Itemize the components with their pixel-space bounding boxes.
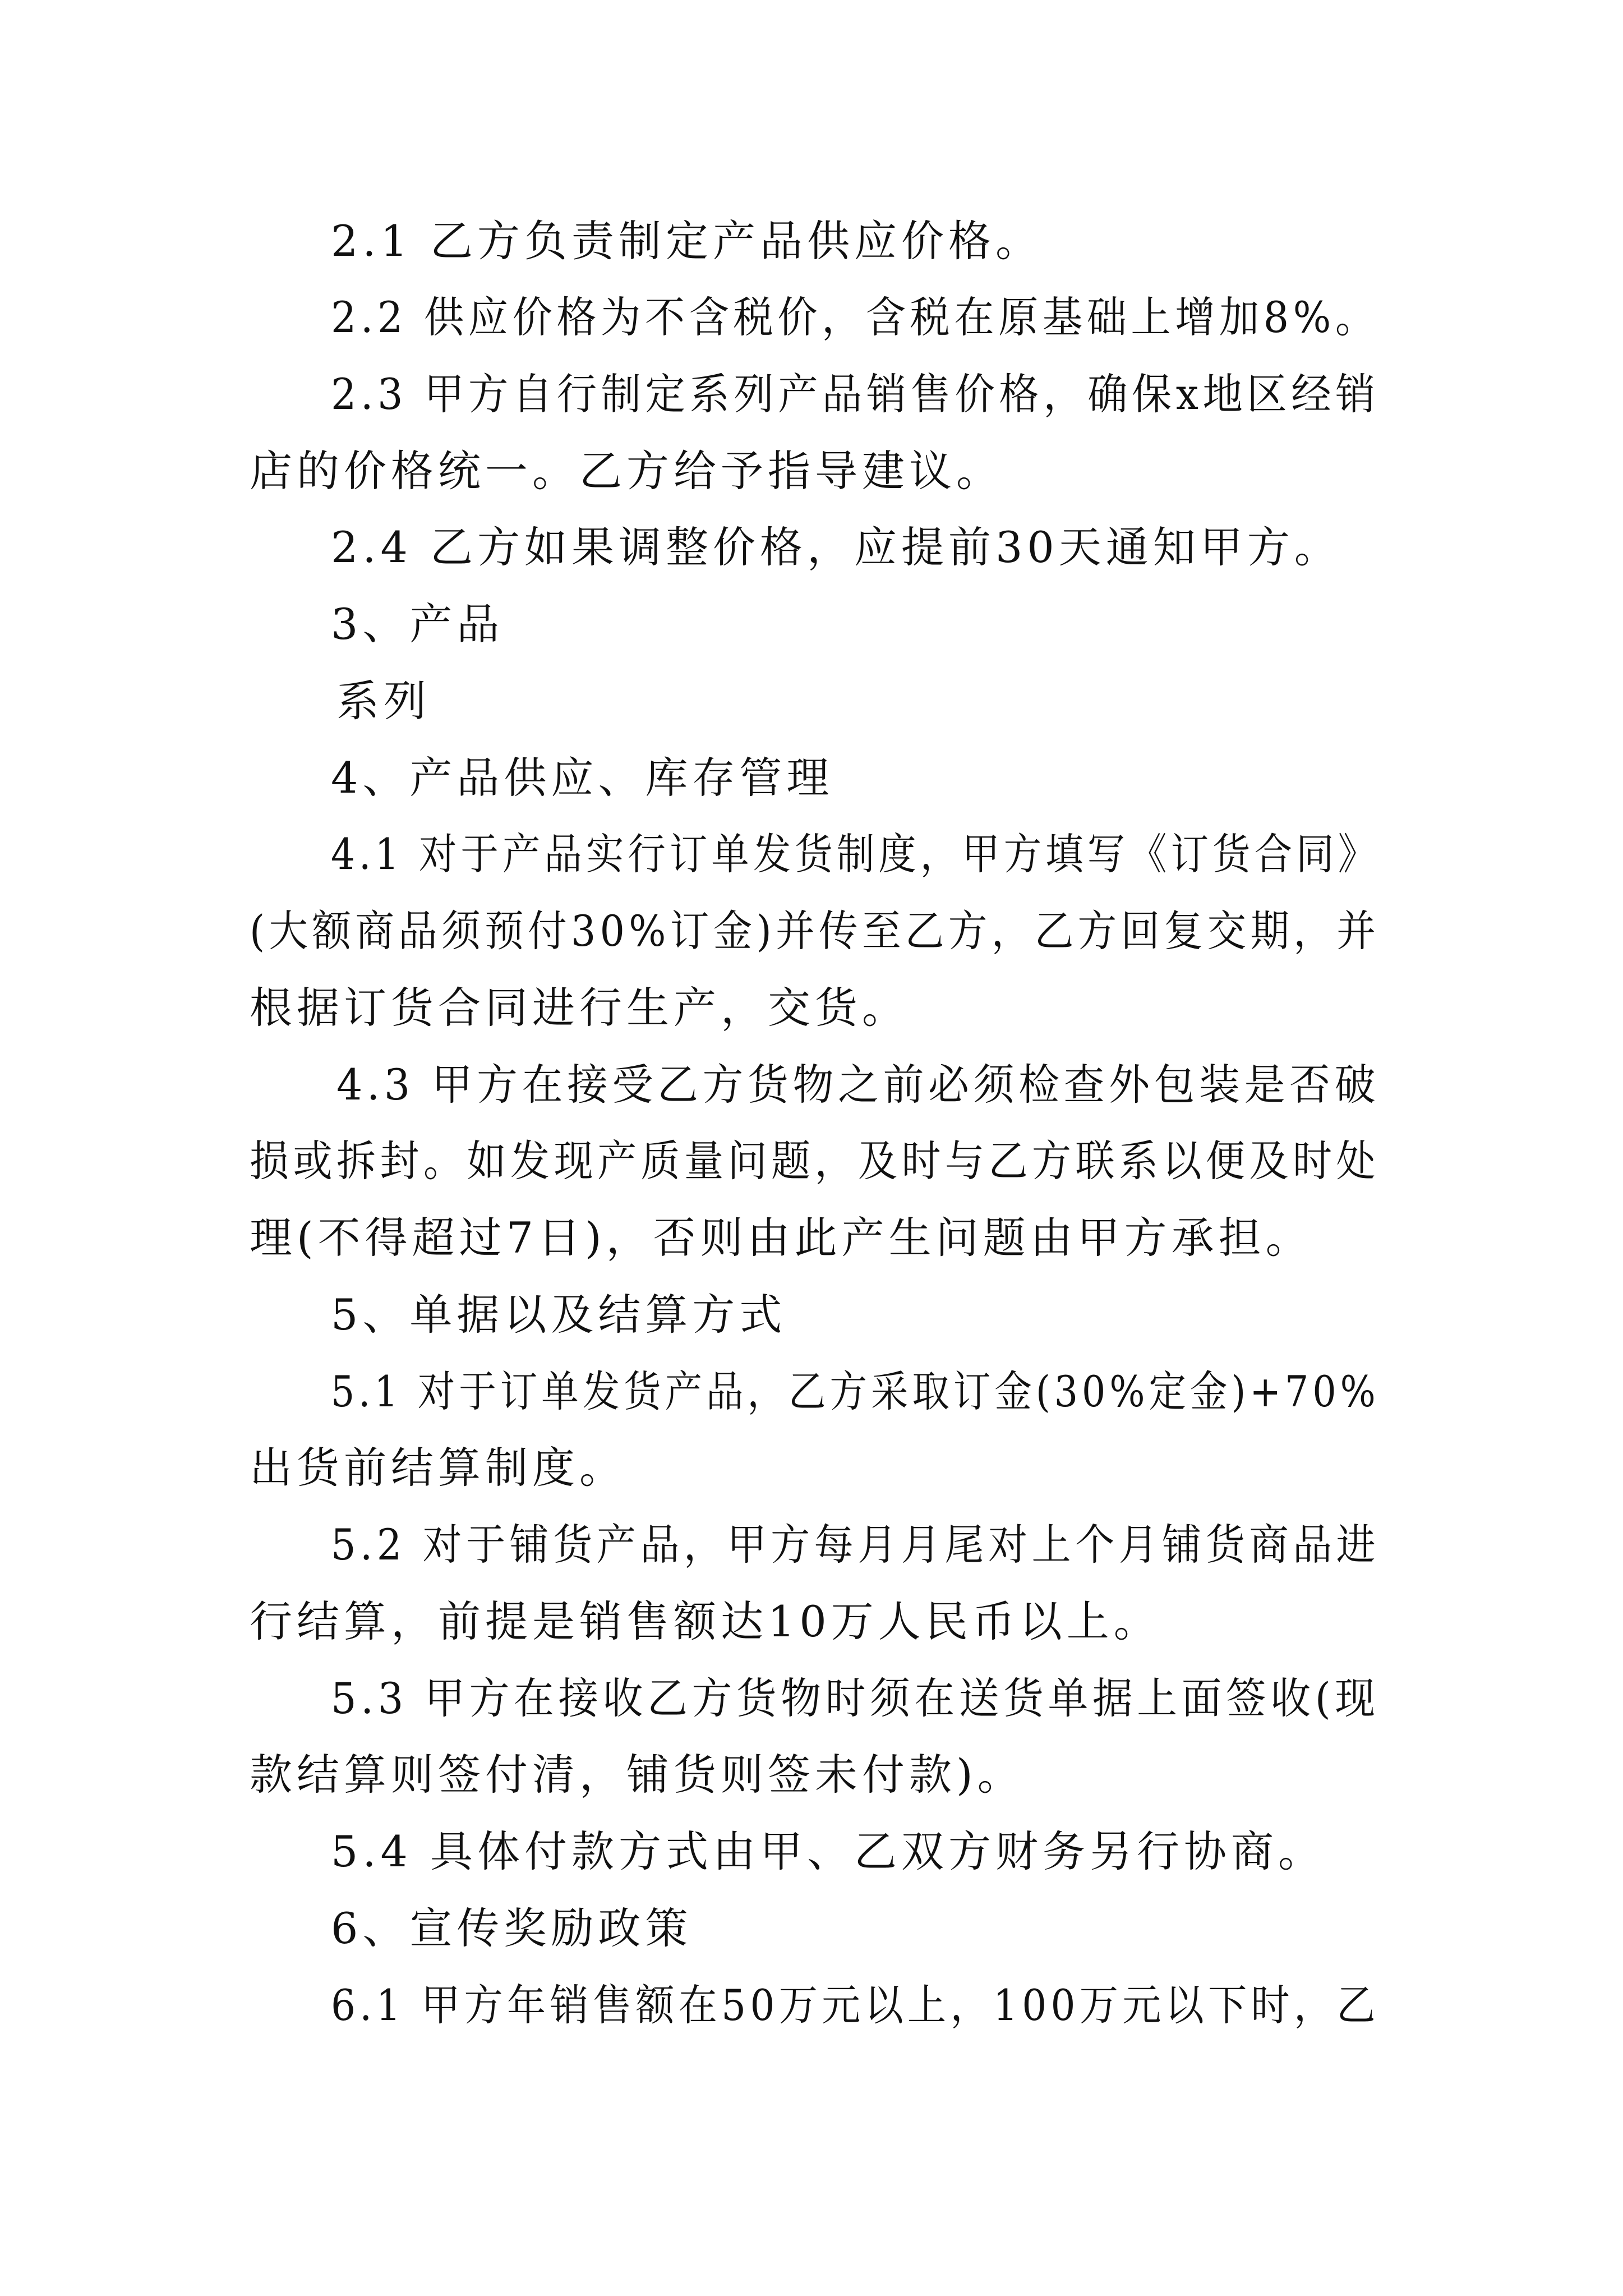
clause-4-3: 4.3 甲方在接受乙方货物之前必须检查外包装是否破 bbox=[336, 1060, 1380, 1110]
clause-5-1-cont: 出货前结算制度。 bbox=[250, 1443, 626, 1493]
clause-2-1: 2.1 乙方负责制定产品供应价格。 bbox=[331, 216, 1043, 266]
clause-5-2: 5.2 对于铺货产品，甲方每月月尾对上个月铺货商品进 bbox=[331, 1520, 1380, 1570]
clause-4-3-cont-2: 理(不得超过7日)，否则由此产生问题由甲方承担。 bbox=[250, 1213, 1313, 1263]
clause-5-2-cont: 行结算，前提是销售额达10万人民币以上。 bbox=[250, 1596, 1161, 1646]
clause-4-1-cont-1: (大额商品须预付30%订金)并传至乙方，乙方回复交期，并 bbox=[250, 906, 1380, 956]
clause-5-3: 5.3 甲方在接收乙方货物时须在送货单据上面签收(现 bbox=[331, 1673, 1380, 1723]
section-6-heading: 6、宣传奖励政策 bbox=[331, 1903, 693, 1953]
clause-5-4: 5.4 具体付款方式由甲、乙双方财务另行协商。 bbox=[331, 1826, 1326, 1876]
clause-4-1: 4.1 对于产品实行订单发货制度，甲方填写《订货合同》 bbox=[331, 829, 1380, 879]
clause-4-1-cont-2: 根据订货合同进行生产，交货。 bbox=[250, 983, 909, 1033]
section-5-heading: 5、单据以及结算方式 bbox=[331, 1290, 787, 1340]
clause-5-3-cont: 款结算则签付清，铺货则签未付款)。 bbox=[250, 1750, 1025, 1800]
clause-2-3: 2.3 甲方自行制定系列产品销售价格，确保x地区经销 bbox=[331, 369, 1380, 419]
clause-6-1: 6.1 甲方年销售额在50万元以上，100万元以下时，乙 bbox=[331, 1980, 1380, 2030]
clause-5-1: 5.1 对于订单发货产品，乙方采取订金(30%定金)+70% bbox=[331, 1366, 1380, 1416]
clause-2-3-cont: 店的价格统一。乙方给予指导建议。 bbox=[250, 446, 1003, 496]
section-3-heading: 3、产品 bbox=[331, 599, 504, 649]
section-4-heading: 4、产品供应、库存管理 bbox=[331, 753, 834, 803]
clause-2-2: 2.2 供应价格为不含税价，含税在原基础上增加8%。 bbox=[331, 292, 1380, 342]
clause-4-3-cont-1: 损或拆封。如发现产质量问题，及时与乙方联系以便及时处 bbox=[250, 1136, 1380, 1186]
clause-2-4: 2.4 乙方如果调整价格，应提前30天通知甲方。 bbox=[331, 522, 1341, 572]
section-3-text: 系列 bbox=[336, 676, 431, 726]
